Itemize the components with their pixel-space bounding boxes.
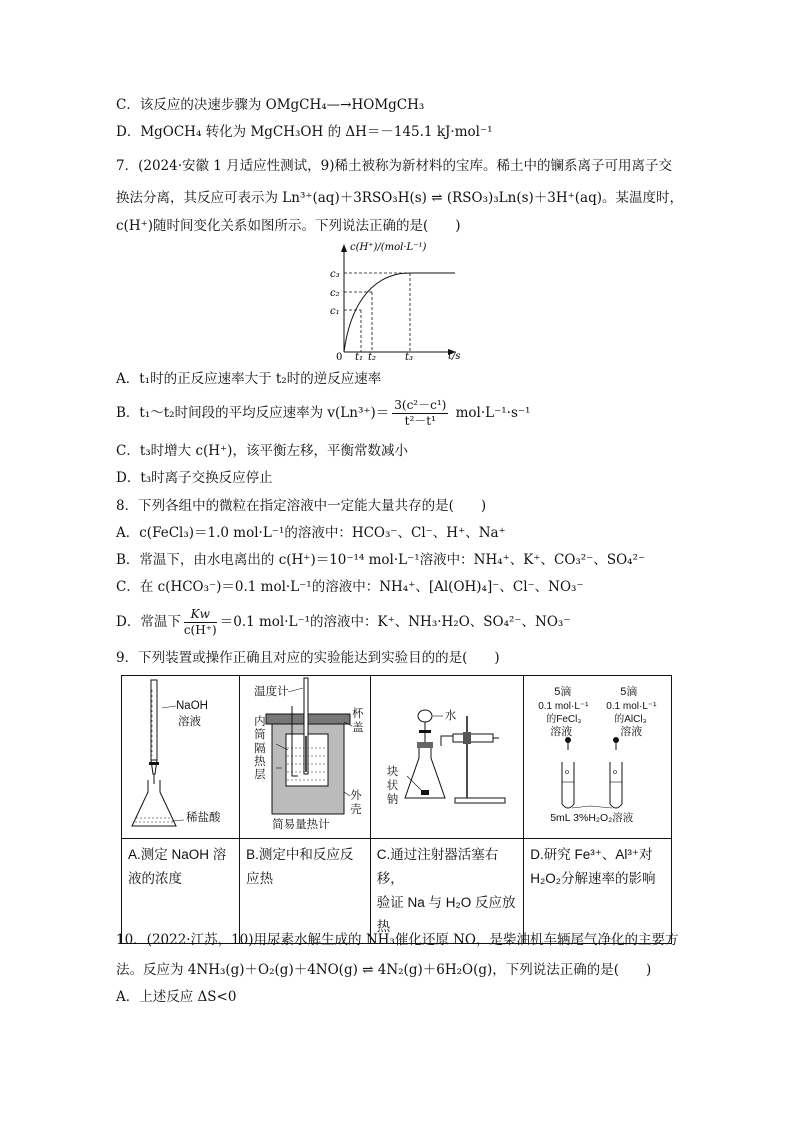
q7-stem-line1: 7．(2024·安徽 1 月适应性测试，9)稀土被称为新材料的宝库。稀土中的镧系离子可用离子交 [116,158,673,174]
caption-a [122,839,240,944]
y-axis-label: c(H⁺)/(mol·L⁻¹) [350,242,427,253]
experiment-table [121,675,672,944]
lid-label-1: 杯 [352,708,364,720]
caption-c [370,839,524,944]
x-tick-t2: t₂ [368,352,377,362]
y-axis-arrow [341,244,347,252]
shell-label-2: 壳 [350,804,362,816]
q6-option-d: D．MgOCH₄ 转化为 MgCH₃OH 的 ΔH＝－145.1 kJ·mol⁻¹ [116,124,493,140]
insulation-label-2: 热 [254,756,266,768]
caption-d-line1: D.研究 Fe³⁺、Al³⁺对 [530,847,653,862]
flask-stopper [417,742,433,748]
figure-b-cell [240,676,371,839]
fecl3-conc: 0.1 mol·L⁻¹ [538,701,589,712]
caption-c-line2: 验证 Na 与 H₂O 反应放 [376,895,516,910]
caption-b-line1: B.测定中和反应反 [246,847,354,862]
syringe [453,734,493,742]
sodium-water-apparatus [371,676,525,838]
caption-d-line2: H₂O₂分解速率的影响 [530,871,656,886]
caption-d [524,839,672,944]
x-tick-t3: t₃ [405,352,414,362]
thermometer-label: 温度计 [254,686,289,698]
insulation-label-3: 层 [254,769,266,781]
alcl3-drops: 5滴 [620,686,638,698]
q10-option-a: A．上述反应 ΔS<0 [116,989,237,1005]
x-axis-label: t/s [448,351,461,362]
caption-a-line1: A.测定 NaOH 溶 [128,847,227,862]
q7-option-b-denominator: t²－t¹ [404,414,436,428]
alcl3-solution: 溶液 [620,726,643,738]
dropping-funnel [418,710,432,722]
x-tick-t1: t₁ [355,352,364,362]
caption-a-line2: 液的浓度 [128,871,182,886]
naoh-solution-label: 溶液 [178,716,201,728]
test-tube-left [562,762,574,808]
q8-option-b: B．常温下，由水电离出的 c(H⁺)＝10⁻¹⁴ mol·L⁻¹溶液中：NH₄⁺、K⁺、CO₃²⁻、SO₄²⁻ [116,552,646,568]
q7-option-b-unit: mol·L⁻¹·s⁻¹ [455,405,531,421]
figure-d-cell [524,676,672,839]
q7-option-d: D．t₃时离子交换反应停止 [116,470,273,486]
caption-c-line1: C.通过注射器活塞右移， [376,847,499,886]
q10-stem-line2: 法。反应为 4NH₃(g)＋O₂(g)＋4NO(g) ⇌ 4N₂(g)＋6H₂O(g)，下列说法正确的是( ) [116,962,652,978]
fecl3-solution: 溶液 [550,726,573,738]
inner-label-1: 内 [254,716,266,728]
q7-option-b-numerator: 3(c²－c¹) [394,398,447,412]
water-label: 水 [444,710,457,722]
fecl3-drops: 5滴 [554,686,572,698]
q7-option-b-prefix: B．t₁～t₂时间段的平均反应速率为 v(Ln³⁺)＝ [116,405,390,421]
dropper-right [613,737,619,743]
q8-option-d [116,607,570,638]
insulation-label-1: 隔 [254,743,266,755]
conical-flask [132,780,176,826]
h2o2-label: 5mL 3%H₂O₂溶液 [550,812,634,824]
sodium-block [421,790,429,795]
q9-stem: 9．下列装置或操作正确且对应的实验能达到实验目的的是( ) [116,650,500,666]
caption-c-line3: 热 [376,919,391,934]
q8-option-d-fraction [184,607,217,638]
origin-label: 0 [336,352,343,362]
sodium-label-1: 块 [386,766,399,778]
naoh-label: NaOH [176,700,208,712]
inner-label-2: 筒 [254,729,266,741]
pointer-lines [572,806,612,808]
q7-option-b-fraction [392,398,448,429]
sodium-label-2: 状 [386,780,399,792]
alcl3-name: 的AlCl₃ [614,714,647,725]
caption-b [240,839,371,944]
y-tick-c2: c₂ [330,288,340,299]
stopcock [149,762,159,765]
q8-option-d-denominator: c(H⁺) [183,623,217,637]
delivery-tube [441,736,453,746]
concentration-time-chart [320,236,470,362]
q7-option-b [116,398,530,429]
sodium-label-3: 钠 [386,794,399,806]
fecl3-name: 的FeCl₃ [546,714,582,725]
calorimeter-caption: 简易量热计 [272,819,330,831]
q8-stem: 8．下列各组中的微粒在指定溶液中一定能大量共存的是( ) [116,498,487,514]
q10-stem-line1: 10．(2022·江苏，10)用尿素水解生成的 NH₃催化还原 NO，是柴油机车辆尾气净化的主要方 [116,932,679,948]
shell-label-1: 外 [350,790,362,802]
stand-base [455,798,505,803]
q7-option-c: C．t₃时增大 c(H⁺)，该平衡左移，平衡常数减小 [116,443,408,459]
q8-option-c: C．在 c(HCO₃⁻)＝0.1 mol·L⁻¹的溶液中：NH₄⁺、[Al(OH)₄]⁻、Cl⁻、NO₃⁻ [116,579,584,595]
q7-stem-line3: c(H⁺)随时间变化关系如图所示。下列说法正确的是( ) [116,218,461,234]
y-tick-c3: c₃ [330,269,340,280]
test-tube-right [610,762,622,808]
q7-stem-line2: 换法分离，其反应可表示为 Ln³⁺(aq)＋3RSO₃H(s) ⇌ (RSO₃)₃Ln(s)＋3H⁺(aq)。某温度时， [116,190,683,206]
q8-option-d-prefix: D．常温下 [116,614,181,630]
lid-label-2: 盖 [352,722,364,734]
alcl3-conc: 0.1 mol·L⁻¹ [606,701,657,712]
q8-option-a: A．c(FeCl₃)＝1.0 mol·L⁻¹的溶液中：HCO₃⁻、Cl⁻、H⁺、Na⁺ [116,525,506,541]
caption-b-line2: 应热 [246,871,274,886]
figure-c-cell [370,676,524,839]
figure-a-cell [122,676,240,839]
q6-option-c: C．该反应的决速步骤为 OMgCH₄—→HOMgCH₃ [116,97,425,113]
q7-option-a: A．t₁时的正反应速率大于 t₂时的逆反应速率 [116,371,382,387]
y-tick-c1: c₁ [330,306,340,317]
q8-option-d-numerator: Kw [184,607,217,623]
q8-option-d-suffix: ＝0.1 mol·L⁻¹的溶液中：K⁺、NH₃·H₂O、SO₄²⁻、NO₃⁻ [219,614,571,630]
dilute-hcl-label: 稀盐酸 [186,812,221,824]
